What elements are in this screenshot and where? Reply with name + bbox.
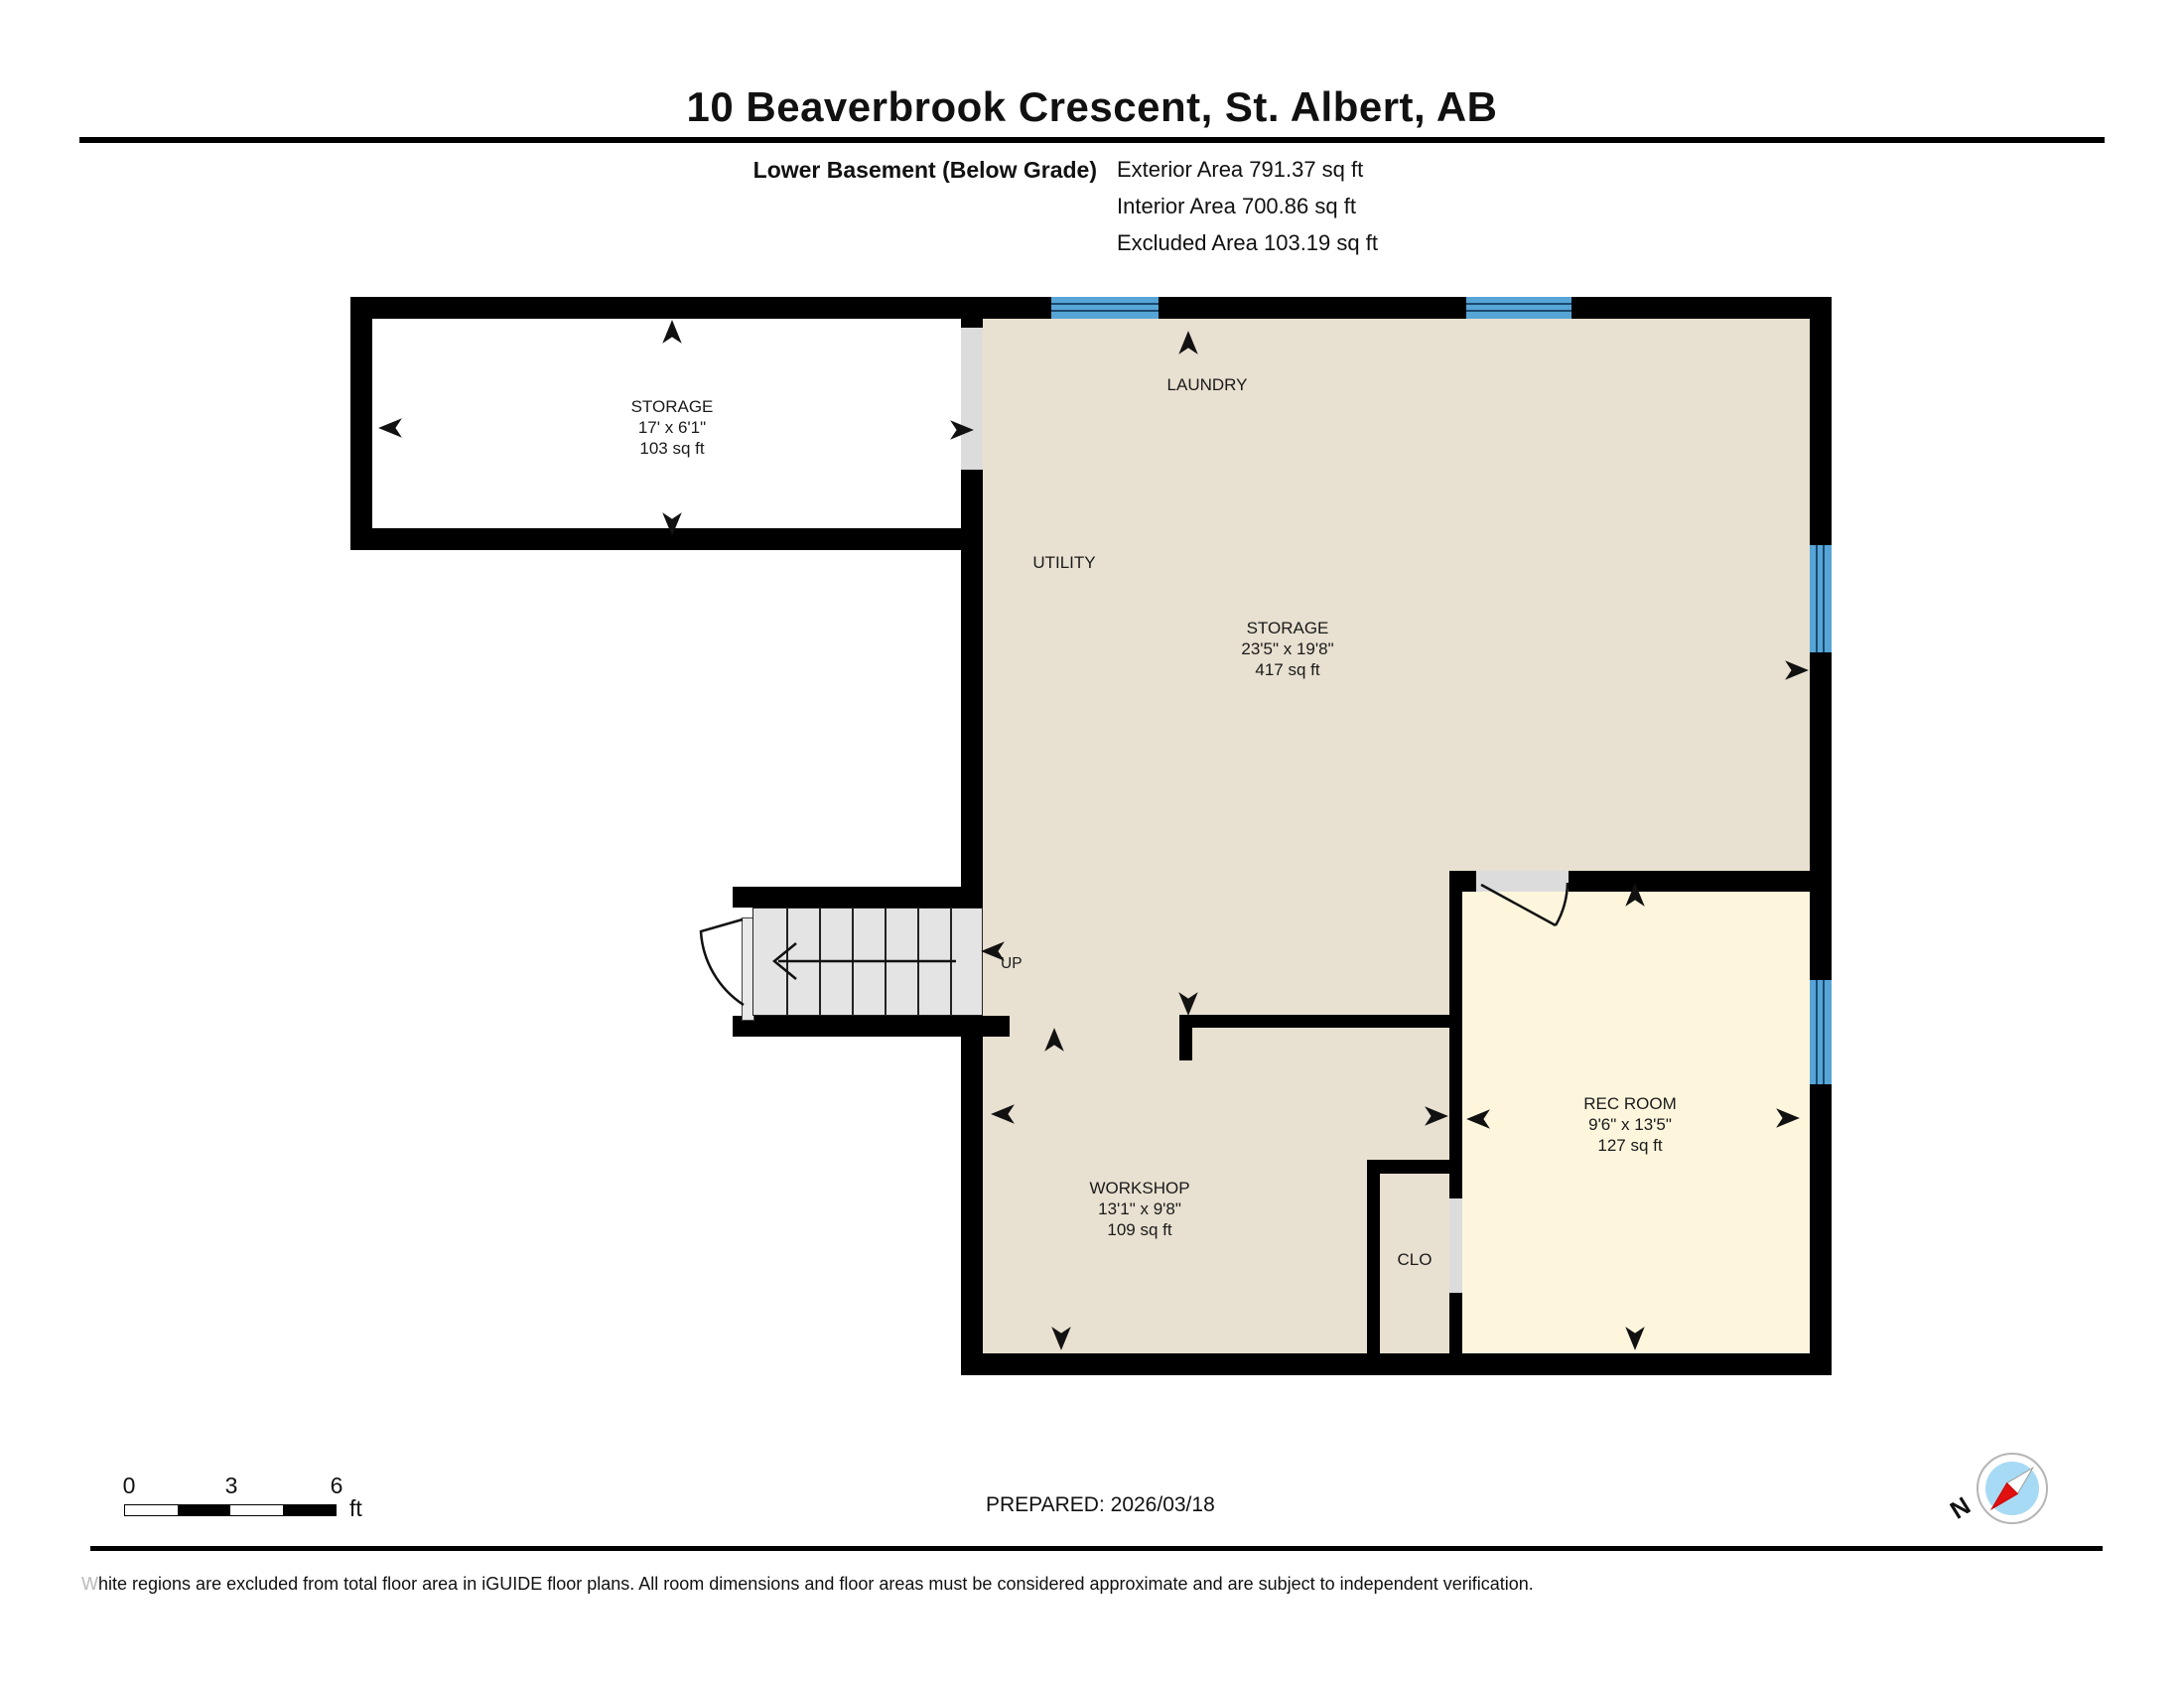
stair-tread	[786, 909, 788, 1015]
door-opening	[1476, 871, 1569, 892]
wall	[1810, 297, 1832, 1375]
compass-needle-icon	[1979, 1455, 2046, 1522]
room-name: STORAGE	[1246, 619, 1329, 637]
wall	[1367, 1160, 1462, 1174]
room-label-storage-small	[573, 396, 771, 459]
scale-segment	[125, 1505, 178, 1515]
dimension-arrow-up-icon	[1175, 330, 1201, 355]
room-area: 417 sq ft	[1255, 660, 1320, 679]
dimension-arrow-up-icon	[659, 319, 685, 345]
door-opening	[961, 328, 983, 470]
scale-bar	[124, 1504, 337, 1516]
excluded-area: Excluded Area 103.19 sq ft	[1117, 230, 1378, 255]
stair-door-swing-icon	[701, 919, 744, 1005]
scale-tick-0: 0	[122, 1473, 136, 1498]
stair-tread	[819, 909, 821, 1015]
scale-tick-6: 6	[330, 1473, 343, 1498]
window	[1810, 980, 1832, 1084]
disclaimer-body: hite regions are excluded from total floor area in iGUIDE floor plans. All room dimensions and floor areas must be considered approximate and are subject to independent verification.	[98, 1574, 1534, 1594]
room-name: CLO	[1397, 1250, 1433, 1269]
room-label-laundry	[1108, 374, 1306, 395]
wall	[1179, 1015, 1192, 1060]
wall	[733, 1016, 1010, 1037]
stair-tread	[852, 909, 854, 1015]
prepared-date: PREPARED: 2026/03/18	[986, 1493, 1215, 1516]
room-area: 127 sq ft	[1597, 1136, 1663, 1155]
room-name: LAUNDRY	[1166, 375, 1248, 394]
stairs-up-label: UP	[1001, 955, 1023, 972]
room-label-storage-main	[1188, 618, 1387, 680]
disclaimer-lead: W	[81, 1574, 98, 1594]
footer-divider	[90, 1546, 2103, 1551]
disclaimer-text	[81, 1574, 1534, 1595]
room-label-closet	[1365, 1249, 1464, 1270]
room-label-rec-room	[1531, 1093, 1729, 1156]
room-dimensions: 9'6" x 13'5"	[1588, 1115, 1672, 1134]
dimension-arrow-left-icon	[1465, 1106, 1491, 1132]
exterior-area: Exterior Area 791.37 sq ft	[1117, 157, 1364, 182]
dimension-arrow-down-icon	[1048, 1326, 1074, 1351]
staircase	[752, 908, 983, 1016]
room-dimensions: 13'1" x 9'8"	[1098, 1199, 1181, 1218]
page-title: 10 Beaverbrook Crescent, St. Albert, AB	[686, 83, 1498, 130]
room-label-utility	[965, 552, 1163, 573]
wall	[961, 1353, 1832, 1375]
dimension-arrow-down-icon	[659, 511, 685, 537]
dimension-arrow-up-icon	[1041, 1027, 1067, 1053]
room-dimensions: 17' x 6'1"	[637, 418, 707, 437]
room-name: UTILITY	[1032, 553, 1096, 572]
wall	[350, 297, 983, 319]
floor-name: Lower Basement (Below Grade)	[752, 157, 1097, 183]
stair-tread	[885, 909, 887, 1015]
dimension-arrow-left-icon	[377, 415, 403, 441]
dimension-arrow-up-icon	[1622, 882, 1648, 908]
dimension-arrow-right-icon	[1775, 1105, 1801, 1131]
dimension-arrow-down-icon	[1622, 1326, 1648, 1351]
wall	[350, 297, 372, 550]
compass-icon	[1977, 1453, 2048, 1524]
dimension-arrow-down-icon	[1175, 991, 1201, 1017]
room-dimensions: 23'5" x 19'8"	[1241, 639, 1334, 658]
dimension-arrow-right-icon	[1424, 1103, 1449, 1129]
dimension-arrow-right-icon	[1784, 657, 1810, 683]
door-opening	[1449, 1198, 1462, 1293]
window	[1810, 545, 1832, 652]
scale-segment	[283, 1505, 336, 1515]
room-name: STORAGE	[630, 397, 714, 416]
room-label-workshop	[1040, 1178, 1239, 1240]
compass-north-label: N	[1945, 1491, 1976, 1525]
room-name: REC ROOM	[1583, 1094, 1677, 1113]
wall	[733, 887, 983, 908]
stair-tread	[917, 909, 919, 1015]
room-area: 109 sq ft	[1107, 1220, 1172, 1239]
wall	[1179, 1015, 1462, 1028]
room-area: 103 sq ft	[639, 439, 705, 458]
interior-area: Interior Area 700.86 sq ft	[1117, 194, 1356, 218]
scale-unit-label: ft	[349, 1495, 362, 1521]
dimension-arrow-left-icon	[990, 1101, 1016, 1127]
room-name: WORKSHOP	[1089, 1179, 1190, 1197]
window	[1051, 297, 1159, 319]
scale-tick-3: 3	[224, 1473, 238, 1498]
stair-tread	[950, 909, 952, 1015]
scale-segment	[230, 1505, 283, 1515]
window	[1466, 297, 1571, 319]
dimension-arrow-right-icon	[949, 417, 975, 443]
scale-segment	[178, 1505, 230, 1515]
wall	[961, 1016, 983, 1353]
